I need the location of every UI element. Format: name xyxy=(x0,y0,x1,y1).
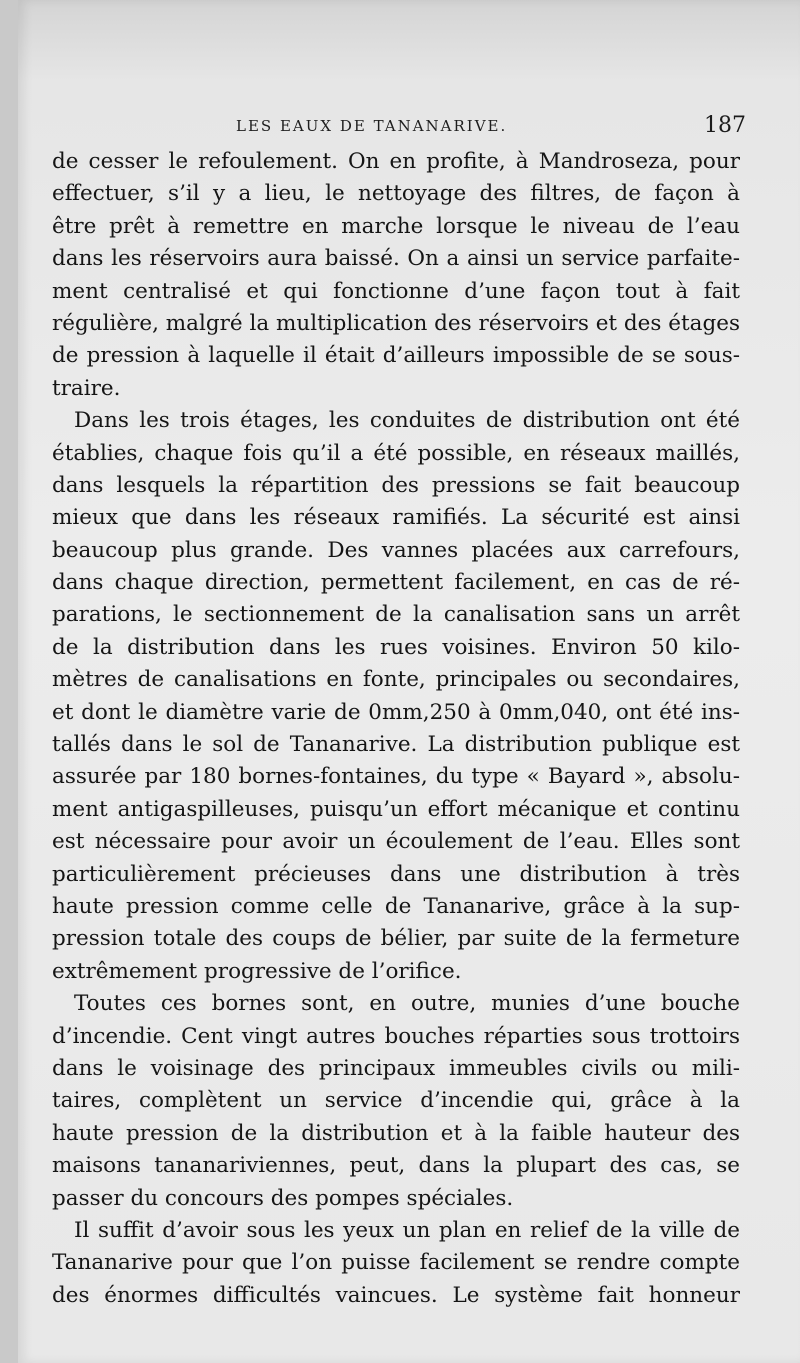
text-line: parations, le sectionnement de la canalisation sans un arrêt xyxy=(52,602,740,628)
text-line: d’incendie. Cent vingt autres bouches réparties sous trottoirs xyxy=(52,1023,740,1049)
text-line: mieux que dans les réseaux ramifiés. La sécurité est ainsi xyxy=(52,505,740,531)
text-line: effectuer, s’il y a lieu, le nettoyage des filtres, de façon à xyxy=(52,181,740,207)
running-title: LES EAUX DE TANANARIVE. xyxy=(236,117,508,135)
text-line: haute pression de la distribution et à la faible hauteur des xyxy=(52,1120,740,1146)
text-line: est nécessaire pour avoir un écoulement de l’eau. Elles sont xyxy=(52,829,740,855)
book-page xyxy=(18,0,800,1363)
text-line: de la distribution dans les rues voisines. Environ 50 kilo- xyxy=(52,634,740,660)
text-line: mètres de canalisations en fonte, principales ou secondaires, xyxy=(52,667,740,693)
text-line: dans le voisinage des principaux immeubles civils ou mili- xyxy=(52,1055,740,1081)
paragraph-start-line: Dans les trois étages, les conduites de distribution ont été xyxy=(74,408,740,434)
text-line: établies, chaque fois qu’il a été possible, en réseaux maillés, xyxy=(52,440,740,466)
text-line: extrêmement progressive de l’orifice. xyxy=(52,958,462,984)
text-line: traire. xyxy=(52,375,121,401)
text-line: passer du concours des pompes spéciales. xyxy=(52,1185,514,1211)
text-line: de pression à laquelle il était d’ailleurs impossible de se sous- xyxy=(52,343,740,369)
page-header xyxy=(18,113,778,143)
body-text xyxy=(52,146,740,1312)
text-line: particulièrement précieuses dans une distribution à très xyxy=(52,861,740,887)
text-line: régulière, malgré la multiplication des réservoirs et des étages xyxy=(52,310,740,336)
text-line: taires, complètent un service d’incendie qui, grâce à la xyxy=(52,1088,740,1114)
text-line: et dont le diamètre varie de 0mm,250 à 0mm,040, ont été ins- xyxy=(52,699,740,725)
text-line: dans chaque direction, permettent facilement, en cas de ré- xyxy=(52,570,740,596)
text-line: dans les réservoirs aura baissé. On a ainsi un service parfaite- xyxy=(52,246,740,272)
text-line: dans lesquels la répartition des pressions se fait beaucoup xyxy=(52,472,740,498)
text-line: assurée par 180 bornes-fontaines, du type « Bayard », absolu- xyxy=(52,764,740,790)
text-line: ment antigaspilleuses, puisqu’un effort mécanique et continu xyxy=(52,796,740,822)
text-line: de cesser le refoulement. On en profite, à Mandroseza, pour xyxy=(52,149,740,174)
paragraph-start-line: Toutes ces bornes sont, en outre, munies d’une bouche xyxy=(74,991,740,1017)
text-line: haute pression comme celle de Tananarive, grâce à la sup- xyxy=(52,893,740,919)
text-line: être prêt à remettre en marche lorsque le niveau de l’eau xyxy=(52,213,740,239)
text-line: Tananarive pour que l’on puisse facilement se rendre compte xyxy=(52,1250,740,1276)
text-line: pression totale des coups de bélier, par suite de la fermeture xyxy=(52,926,740,952)
text-line: tallés dans le sol de Tananarive. La distribution publique est xyxy=(52,732,740,758)
paragraph-start-line: Il suffit d’avoir sous les yeux un plan en relief de la ville de xyxy=(74,1217,740,1243)
text-line: des énormes difficultés vaincues. Le système fait honneur xyxy=(52,1282,740,1308)
text-line: beaucoup plus grande. Des vannes placées aux carrefours, xyxy=(52,537,740,563)
text-line: ment centralisé et qui fonctionne d’une façon tout à fait xyxy=(52,278,740,304)
text-line: maisons tananariviennes, peut, dans la plupart des cas, se xyxy=(52,1153,740,1179)
page-number: 187 xyxy=(704,113,746,138)
